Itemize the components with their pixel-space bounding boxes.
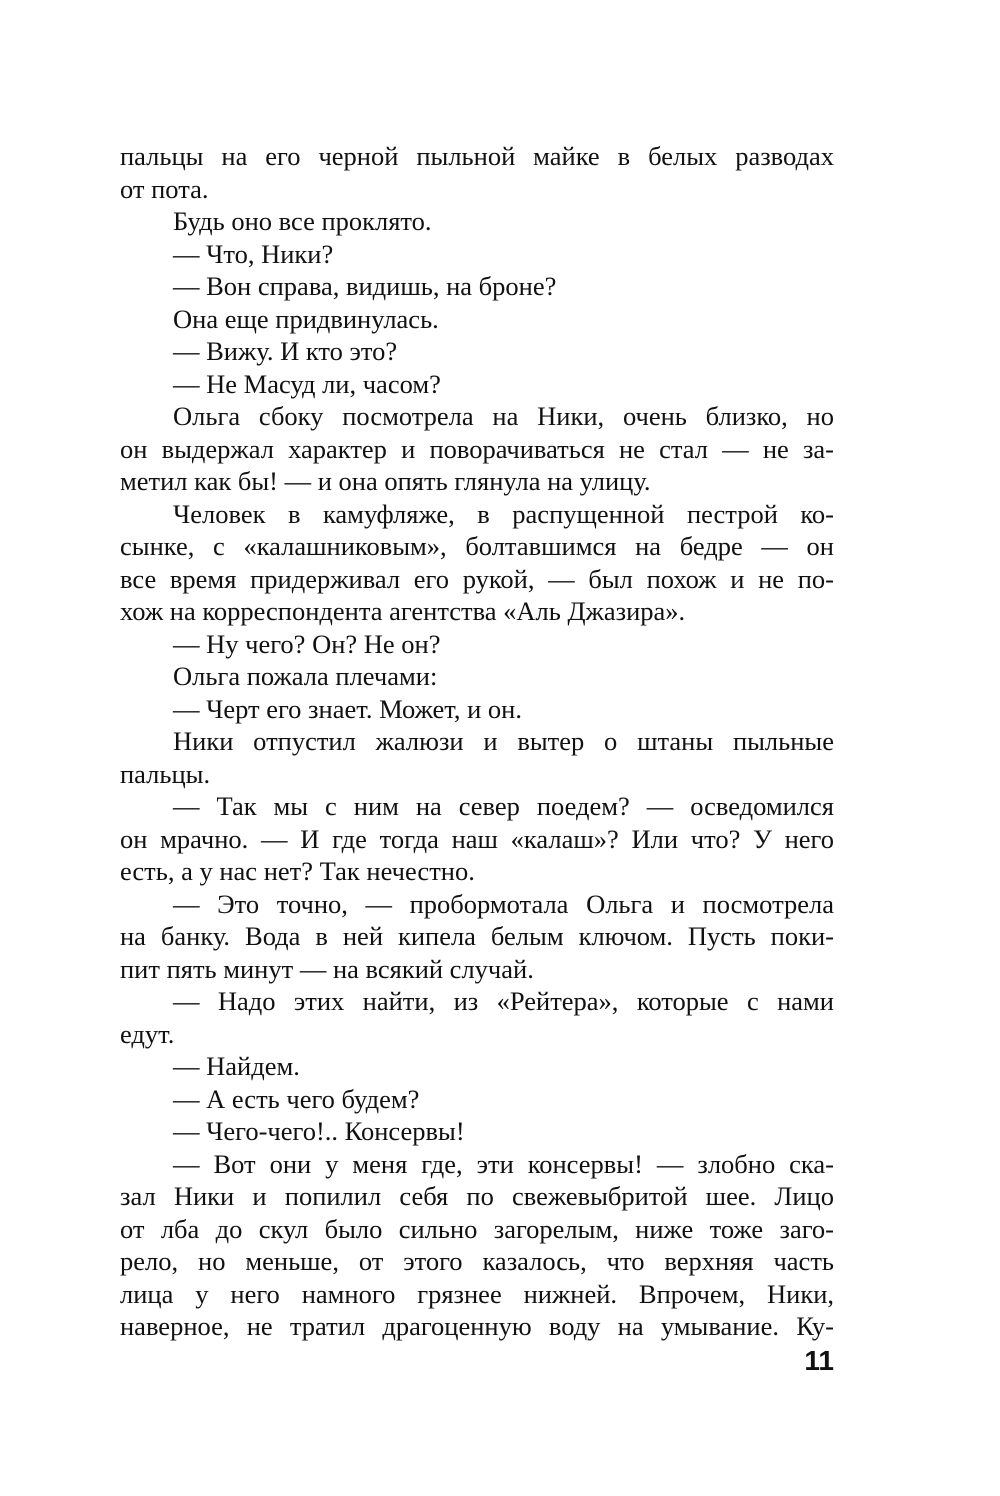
text-line: Ольга пожала плечами:: [173, 661, 438, 691]
text-line: — Вот они у меня где, эти консервы! — злобно ска-: [173, 1148, 834, 1179]
text-line: на банку. Вода в ней кипела белым ключом. Пусть поки-: [120, 921, 834, 951]
text-line: сынке, с «калашниковым», болтавшимся на бедре — он: [120, 531, 834, 561]
text-line: — Надо этих найти, из «Рейтера», которые с нами: [173, 986, 834, 1016]
text-line: он мрачно. — И где тогда наш «калаш»? Или что? У него: [120, 823, 834, 854]
text-line: — А есть чего будем?: [173, 1083, 420, 1114]
text-line: Ольга сбоку посмотрела на Ники, очень близко, но: [173, 401, 834, 431]
text-line: Ники отпустил жалюзи и вытер о штаны пыльные: [173, 726, 834, 756]
page-number: 11: [804, 1345, 834, 1376]
text-line: зал Ники и попилил себя по свежевыбритой шее. Лицо: [120, 1181, 834, 1211]
text-line: пальцы на его черной пыльной майке в белых разводах: [120, 141, 834, 171]
text-line: Будь оно все проклято.: [173, 206, 432, 236]
text-line: хож на корреспондента агентства «Аль Джазира».: [120, 596, 686, 626]
text-line: — Ну чего? Он? Не он?: [173, 628, 441, 659]
text-line: от лба до скул было сильно загорелым, ниже тоже заго-: [120, 1213, 834, 1244]
text-line: — Это точно, — пробормотала Ольга и посмотрела: [173, 888, 834, 919]
text-line: метил как бы! — и она опять глянула на улицу.: [120, 466, 651, 496]
text-line: — Вижу. И кто это?: [173, 336, 398, 366]
text-line: — Что, Ники?: [173, 238, 334, 269]
text-line: — Чего-чего!.. Консервы!: [173, 1116, 465, 1146]
text-line: все время придерживал его рукой, — был похож и не по-: [120, 563, 834, 594]
body-text: [120, 140, 834, 1343]
text-line: — Не Масуд ли, часом?: [173, 368, 441, 399]
text-line: — Черт его знает. Может, и он.: [173, 693, 522, 724]
text-line: — Так мы с ним на север поедем? — осведомился: [173, 791, 834, 821]
text-line: рело, но меньше, от этого казалось, что верхняя часть: [120, 1246, 834, 1276]
text-line: лица у него намного грязнее нижней. Впрочем, Ники,: [120, 1278, 834, 1309]
text-line: пальцы.: [120, 758, 211, 789]
text-line: от пота.: [120, 173, 209, 204]
text-line: он выдержал характер и поворачиваться не стал — не за-: [120, 433, 834, 464]
text-line: — Вон справа, видишь, на броне?: [173, 271, 557, 301]
text-line: Она еще придвинулась.: [173, 303, 439, 334]
text-line: — Найдем.: [173, 1051, 300, 1081]
text-line: наверное, не тратил драгоценную воду на умывание. Ку-: [120, 1311, 834, 1341]
text-line: есть, а у нас нет? Так нечестно.: [120, 856, 475, 886]
text-line: едут.: [120, 1018, 175, 1049]
text-line: пит пять минут — на всякий случай.: [120, 953, 534, 984]
text-line: Человек в камуфляже, в распущенной пестрой ко-: [173, 498, 834, 529]
